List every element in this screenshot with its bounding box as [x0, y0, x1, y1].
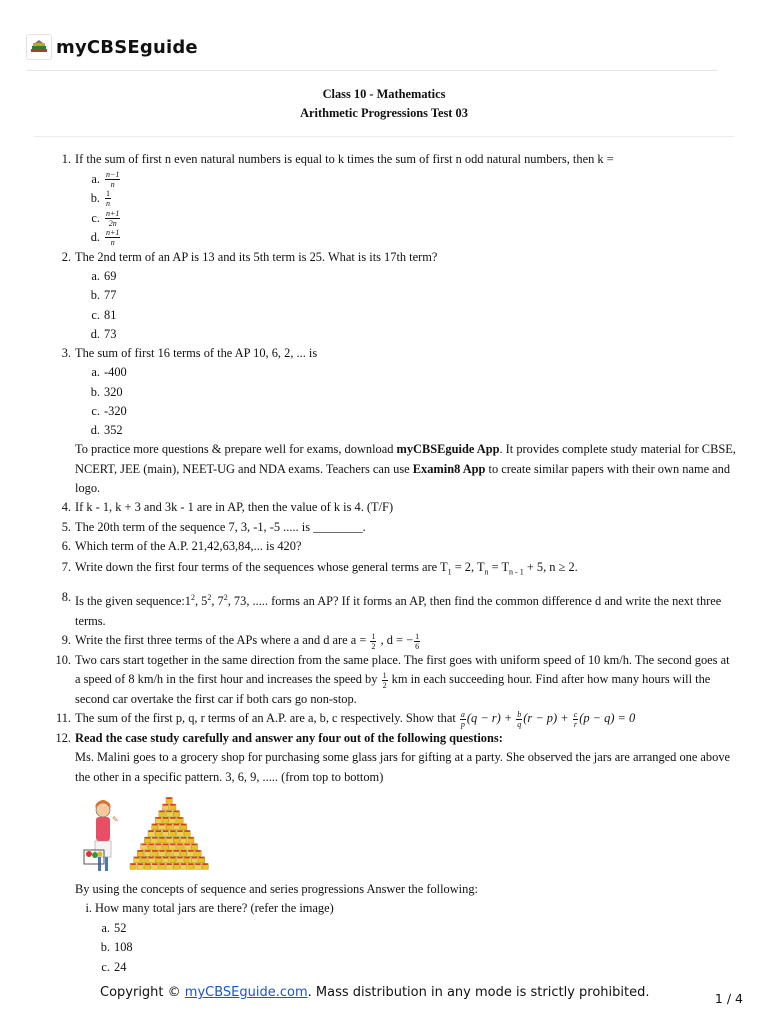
jar-lid — [199, 857, 204, 859]
jar-lid — [167, 850, 172, 852]
jar-lid — [185, 830, 190, 832]
jar-lid — [152, 863, 157, 865]
test-name-title: Arithmetic Progressions Test 03 — [300, 106, 468, 120]
title-divider — [34, 136, 734, 137]
option-text: 24 — [114, 959, 127, 974]
numerator: 1 — [415, 631, 420, 641]
jar-lid — [174, 863, 179, 865]
question-2 — [0, 248, 768, 267]
question-number: 7. — [61, 559, 71, 574]
option-a — [0, 363, 768, 382]
question-text: + 5, n ≥ 2. — [523, 559, 578, 574]
sub-questions-intro: By using the concepts of sequence and series progressions Answer the following: — [75, 882, 478, 897]
option-d — [0, 421, 768, 440]
jar-lid — [185, 844, 190, 846]
option-label: c. — [101, 959, 110, 974]
jar-lid — [192, 844, 197, 846]
jar-lid — [195, 850, 200, 852]
mycbseguide-link[interactable]: myCBSEguide.com — [184, 985, 308, 1000]
option-text: 108 — [114, 940, 133, 955]
option-label: d. — [90, 423, 100, 438]
jar-lid — [134, 857, 139, 859]
question-10 — [0, 651, 768, 709]
jar-lid — [174, 811, 179, 813]
numerator: 1 — [106, 189, 110, 199]
svg-text:✎: ✎ — [112, 815, 119, 825]
option-a — [0, 919, 768, 938]
jar-pyramid — [130, 797, 208, 869]
question-text: , d = − — [377, 633, 414, 648]
denominator: 2n — [108, 218, 117, 228]
woman-figure — [84, 800, 119, 871]
question-text: The sum of the first p, q, r terms of an A.P. are a, b, c respectively. Show that — [75, 711, 459, 726]
jar-lid — [149, 844, 154, 846]
question-12 — [0, 729, 768, 748]
fraction — [382, 671, 388, 690]
superscript: 2 — [190, 593, 195, 603]
question-text: The 20th term of the sequence 7, 3, -1, -5 ..... is ________. — [75, 519, 366, 534]
question-number: 3. — [61, 346, 71, 360]
jar-lid — [181, 824, 186, 826]
case-study-heading: Read the case study carefully and answer any four out of the following questions: — [75, 730, 503, 745]
jar-lid — [159, 824, 164, 826]
numerator: n+1 — [106, 208, 120, 218]
jar-lid — [159, 850, 164, 852]
jar-lid — [159, 811, 164, 813]
jar-lid — [203, 863, 208, 865]
jar-lid — [177, 844, 182, 846]
fraction — [516, 710, 522, 729]
jar-lid — [152, 850, 157, 852]
jar-lid — [152, 824, 157, 826]
option-c — [0, 306, 768, 325]
jar-lid — [167, 837, 172, 839]
math-expression: (q − r) + — [466, 711, 516, 726]
option-label: c. — [91, 210, 100, 225]
option-c — [0, 958, 768, 977]
question-4 — [0, 498, 768, 517]
jar-lid — [181, 863, 186, 865]
jar-lid — [181, 850, 186, 852]
option-label: b. — [90, 191, 100, 206]
option-text: 73 — [104, 326, 117, 341]
option-label: a. — [91, 171, 100, 186]
denominator: r — [573, 719, 578, 729]
option-b — [0, 938, 768, 957]
question-text: Write the first three terms of the APs where a and d are a = — [75, 633, 370, 648]
jar-lid — [156, 844, 161, 846]
fraction — [460, 710, 466, 729]
jar-lid — [149, 857, 154, 859]
question-number: 1. — [61, 152, 71, 166]
denominator: q — [517, 719, 522, 729]
question-text: If k - 1, k + 3 and 3k - 1 are in AP, then the value of k is 4. (T/F) — [75, 500, 394, 515]
denominator: n — [106, 199, 110, 209]
subscript: n - 1 — [509, 567, 524, 577]
footer-text: . Mass distribution in any mode is strictly prohibited. — [307, 985, 650, 1000]
option-b — [0, 383, 768, 402]
question-3 — [0, 344, 768, 363]
jar-lid — [181, 837, 186, 839]
sub-question-number: i. — [85, 901, 92, 916]
numerator: a — [460, 709, 465, 719]
option-label: a. — [91, 365, 100, 380]
option-text: 52 — [114, 920, 127, 935]
denominator: p — [460, 719, 465, 729]
jar-lid — [192, 857, 197, 859]
question-text: Which term of the A.P. 21,42,63,84,... is 420? — [75, 539, 302, 554]
jar-lid — [163, 830, 168, 832]
jar-lid — [174, 837, 179, 839]
option-text: -320 — [104, 403, 127, 418]
denominator: n — [110, 238, 115, 248]
jar-lid — [152, 837, 157, 839]
mycbseguide-app-link[interactable]: myCBSEguide App — [396, 442, 500, 457]
question-text: , 5 — [194, 594, 208, 609]
jar-lid — [131, 863, 136, 865]
jar-lid — [188, 837, 193, 839]
question-text: = T — [488, 559, 510, 574]
question-6 — [0, 537, 768, 556]
question-number: 8. — [61, 590, 71, 605]
jar-lid — [188, 850, 193, 852]
sub-question-i — [0, 899, 768, 918]
jar-lid — [177, 830, 182, 832]
jar-lid — [170, 830, 175, 832]
jar-lid — [170, 857, 175, 859]
option-label: c. — [91, 403, 100, 418]
question-8 — [0, 588, 768, 631]
denominator: 2 — [382, 680, 387, 690]
jar-lid — [141, 857, 146, 859]
jar-lid — [185, 857, 190, 859]
jar-lid — [170, 817, 175, 819]
numerator: 1 — [382, 670, 387, 680]
option-label: d. — [90, 326, 100, 341]
option-text: -400 — [104, 365, 127, 380]
jar-lid — [163, 804, 168, 806]
jar-lid — [167, 811, 172, 813]
option-text: 81 — [104, 307, 117, 322]
fraction — [573, 710, 579, 729]
jar-lid — [174, 850, 179, 852]
option-b — [0, 189, 768, 209]
jar-lid — [170, 844, 175, 846]
jar-lid — [170, 804, 175, 806]
denominator: n — [110, 179, 115, 189]
question-5 — [0, 518, 768, 537]
jar-lid — [188, 863, 193, 865]
test-class-title: Class 10 - Mathematics — [322, 87, 446, 101]
option-d — [0, 325, 768, 344]
jar-lid — [156, 817, 161, 819]
math-expression: (p − q) = 0 — [579, 711, 636, 726]
question-text: Two cars start together in the same direction from the same place. The first goes with uniform speed of 10 km/h. The second goes at a speed of 8 km/h in the first hour and increases the speed by — [75, 652, 730, 687]
question-text: = 2, T — [451, 559, 485, 574]
numerator: b — [517, 709, 522, 719]
fraction — [370, 632, 376, 651]
jar-lid — [177, 817, 182, 819]
header-divider — [26, 70, 718, 71]
question-text: If the sum of first n even natural numbers is equal to k times the sum of first n odd natural numbers, then k = — [75, 152, 614, 166]
jar-lid — [163, 844, 168, 846]
examin8-app-link[interactable]: Examin8 App — [412, 461, 486, 476]
jar-lid — [195, 863, 200, 865]
fraction — [105, 209, 120, 228]
question-number: 9. — [61, 633, 71, 648]
jar-lid — [138, 863, 143, 865]
jar-lid — [156, 857, 161, 859]
question-1 — [0, 150, 768, 169]
numerator: c — [573, 709, 578, 719]
sub-question-text: How many total jars are there? (refer the image) — [95, 901, 334, 916]
page-indicator: 1 / 4 — [714, 991, 743, 1006]
option-text: 77 — [104, 288, 117, 303]
copyright-footer — [100, 985, 649, 1000]
superscript: 2 — [207, 593, 212, 603]
question-number: 11. — [55, 711, 71, 726]
option-text: 320 — [104, 384, 123, 399]
denominator: 6 — [415, 641, 420, 651]
question-text: Is the given sequence:1 — [75, 594, 191, 609]
question-11 — [0, 709, 768, 729]
question-text: km in each succeeding hour. Find after how many hours will the second car overtake the first car if both cars go non-stop. — [75, 672, 711, 706]
option-label: d. — [90, 230, 100, 245]
question-7 — [0, 557, 768, 582]
promo-paragraph — [0, 440, 768, 498]
jar-lid — [167, 824, 172, 826]
jar-lid — [174, 824, 179, 826]
option-text: 69 — [104, 269, 117, 284]
jar-lid — [177, 857, 182, 859]
question-number: 2. — [61, 249, 71, 264]
math-expression: (r − p) + — [523, 711, 572, 726]
fraction — [414, 632, 420, 651]
option-c — [0, 402, 768, 421]
option-label: c. — [91, 307, 100, 322]
jar-lid — [159, 837, 164, 839]
option-label: b. — [90, 288, 100, 303]
option-c — [0, 209, 768, 229]
question-number: 10. — [55, 652, 71, 667]
fraction — [105, 170, 120, 189]
jar-lid — [145, 863, 150, 865]
question-text: , 73, ..... forms an AP? If it forms an AP, then find the common difference d and write the next three terms. — [75, 594, 722, 628]
jar-lid — [163, 857, 168, 859]
jar-lid — [167, 863, 172, 865]
numerator: n−1 — [106, 169, 120, 179]
books-logo-icon[interactable] — [26, 34, 52, 60]
fraction — [105, 189, 111, 208]
question-number: 12. — [55, 730, 71, 745]
superscript: 2 — [223, 593, 228, 603]
jar-lid — [145, 850, 150, 852]
option-text: 352 — [104, 423, 123, 438]
jar-lid — [145, 837, 150, 839]
promo-text: . It provides complete study material for CBSE, NCERT, JEE (main), NEET-UG and NDA exams. Teachers can use — [75, 442, 736, 476]
option-a — [0, 169, 768, 189]
jar-lid — [156, 830, 161, 832]
option-label: a. — [101, 920, 110, 935]
option-d — [0, 228, 768, 248]
option-label: b. — [90, 384, 100, 399]
jar-lid — [149, 830, 154, 832]
subscript: 1 — [447, 567, 452, 577]
question-number: 5. — [61, 519, 71, 534]
promo-text: to create similar papers with their own name and logo. — [75, 461, 731, 496]
question-9 — [0, 631, 768, 651]
numerator: n+1 — [106, 228, 120, 238]
question-number: 4. — [61, 500, 71, 515]
question-text: The sum of first 16 terms of the AP 10, 6, 2, ... is — [75, 346, 318, 360]
option-a — [0, 267, 768, 286]
promo-text: To practice more questions & prepare well for exams, download — [75, 442, 397, 457]
jar-lid — [138, 850, 143, 852]
question-text: Write down the first four terms of the sequences whose general terms are T — [75, 559, 448, 574]
site-header — [26, 32, 198, 62]
question-list — [0, 150, 768, 977]
numerator: 1 — [371, 631, 376, 641]
option-label: b. — [100, 940, 110, 955]
question-text: , 7 — [211, 594, 224, 609]
jar-pyramid-illustration — [0, 788, 768, 878]
option-label: a. — [91, 269, 100, 284]
fraction — [105, 228, 120, 247]
option-b — [0, 286, 768, 305]
question-number: 6. — [61, 539, 71, 554]
question-text: The 2nd term of an AP is 13 and its 5th term is 25. What is its 17th term? — [75, 249, 438, 264]
jar-lid — [141, 844, 146, 846]
brand-name[interactable]: myCBSEguide — [56, 36, 198, 58]
subscript: n — [484, 567, 489, 577]
denominator: 2 — [371, 641, 376, 651]
footer-text: Copyright © — [100, 985, 185, 1000]
jar-lid — [167, 797, 172, 799]
jar-lid — [163, 817, 168, 819]
case-study-paragraph: Ms. Malini goes to a grocery shop for purchasing some glass jars for gifting at a party. She observed the jars are arranged one above the other in a specific pattern. 3, 6, 9, ..... (from top to bottom) — [75, 750, 731, 784]
jar-lid — [159, 863, 164, 865]
